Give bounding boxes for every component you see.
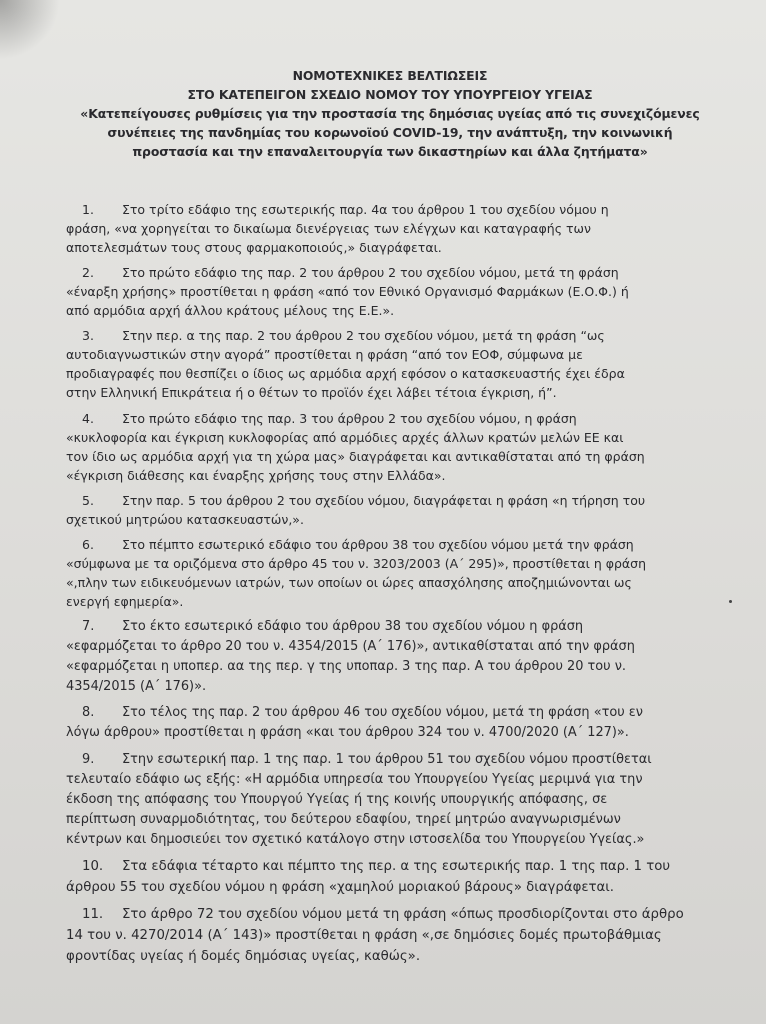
amendment-text: Στο έκτο εσωτερικό εδάφιο του άρθρου 38 του σχεδίου νόμου η φράση bbox=[122, 619, 584, 635]
amendment-first-line bbox=[66, 535, 756, 554]
amendment-number: 4. bbox=[82, 410, 94, 426]
amendment-text: Στο τέλος της παρ. 2 του άρθρου 46 του σχεδίου νόμου, μετά τη φράση «του εν bbox=[122, 705, 643, 721]
amendment-text: Στο τρίτο εδάφιο της εσωτερικής παρ. 4α του άρθρου 1 του σχεδίου νόμου η bbox=[122, 202, 609, 217]
amendment-text: Στην παρ. 5 του άρθρου 2 του σχεδίου νόμου, διαγράφεται η φράση «η τήρηση του bbox=[122, 492, 646, 508]
amendment-text-line: άρθρου 55 του σχεδίου νόμου η φράση «χαμηλού μοριακού βάρους» διαγράφεται. bbox=[66, 879, 615, 895]
amendment-number: 10. bbox=[82, 858, 104, 874]
amendment-text-line: «,πλην των ειδικευόμενων ιατρών, των οποίων οι ώρες απασχόλησης αποζημιώνονται ως bbox=[66, 574, 632, 590]
amendment-text: Στην εσωτερική παρ. 1 της παρ. 1 του άρθρου 51 του σχεδίου νόμου προστίθεται bbox=[122, 751, 652, 767]
amendment-first-line bbox=[66, 856, 756, 877]
amendment-number: 5. bbox=[82, 492, 94, 508]
document-subject-line-1: «Κατεπείγουσες ρυθμίσεις για την προστασία της δημόσιας υγείας από τις συνεχιζόμενες bbox=[80, 106, 700, 121]
amendment-text-line: «έναρξη χρήσης» προστίθεται η φράση «από τον Εθνικό Οργανισμό Φαρμάκων (Ε.Ο.Φ.) ή bbox=[66, 284, 629, 300]
amendment-first-line bbox=[66, 263, 756, 282]
amendment-item bbox=[66, 904, 756, 967]
document-subject-line-3: προστασία και την επαναλειτουργία των δικαστηρίων και άλλα ζητήματα» bbox=[132, 144, 648, 159]
amendment-text-line: «έγκριση διάθεσης και έναρξης χρήσης τους στην Ελλάδα». bbox=[66, 467, 446, 483]
amendment-number: 3. bbox=[82, 328, 94, 344]
amendment-item bbox=[66, 703, 756, 743]
amendment-text-line: αυτοδιαγνωστικών στην αγορά” προστίθεται η φράση “από τον ΕΟΦ, σύμφωνα με bbox=[66, 347, 583, 363]
document-subject-line-2: συνέπειες της πανδημίας του κορωνοϊού COVID-19, την ανάπτυξη, την κοινωνική bbox=[107, 125, 673, 140]
amendment-text-line: 14 του ν. 4270/2014 (Α΄ 143)» προστίθεται η φράση «,σε δημόσιες δομές πρωτοβάθμιας bbox=[66, 927, 662, 943]
amendment-text-line: τον ίδιο ως αρμόδια αρχή για τη χώρα μας» διαγράφεται και αντικαθίσταται από τη φράση bbox=[66, 448, 645, 464]
amendment-text-line: κέντρων και δημοσιεύει τον σχετικό κατάλογο στην ιστοσελίδα του Υπουργείου Υγείας.» bbox=[66, 831, 645, 847]
amendment-number: 1. bbox=[82, 202, 94, 217]
amendment-text-line: αποτελεσμάτων τους στους φαρμακοποιούς,» διαγράφεται. bbox=[66, 240, 442, 255]
amendment-text-line: «εφαρμόζεται το άρθρο 20 του ν. 4354/2015 (Α΄ 176)», αντικαθίσταται από την φράση bbox=[66, 639, 635, 655]
amendment-text: Στο πέμπτο εσωτερικό εδάφιο του άρθρου 38 του σχεδίου νόμου μετά την φράση bbox=[122, 536, 634, 552]
amendment-item bbox=[66, 856, 756, 898]
amendment-text: Στο πρώτο εδάφιο της παρ. 3 του άρθρου 2 του σχεδίου νόμου, η φράση bbox=[122, 410, 577, 426]
amendment-text-line: «σύμφωνα με τα οριζόμενα στο άρθρο 45 του ν. 3203/2003 (Α΄ 295)», προστίθεται η φράση bbox=[66, 555, 646, 571]
amendment-text-line: φροντίδας υγείας ή δομές δημόσιας υγείας, καθώς». bbox=[66, 948, 421, 964]
amendment-first-line bbox=[66, 491, 756, 510]
corner-shadow bbox=[0, 0, 60, 60]
amendment-text-line: από αρμόδια αρχή άλλου κράτους μέλους της Ε.Ε.». bbox=[66, 303, 395, 319]
amendment-text-line: 4354/2015 (Α΄ 176)». bbox=[66, 679, 207, 695]
amendment-number: 8. bbox=[82, 705, 95, 721]
amendment-number: 2. bbox=[82, 265, 94, 281]
amendment-text: Στα εδάφια τέταρτο και πέμπτο της περ. α της εσωτερικής παρ. 1 της παρ. 1 του bbox=[122, 858, 671, 874]
amendment-first-line bbox=[66, 617, 756, 637]
document-title: ΝΟΜΟΤΕΧΝΙΚΕΣ ΒΕΛΤΙΩΣΕΙΣ bbox=[292, 68, 488, 83]
amendment-first-line bbox=[66, 409, 756, 428]
amendments-list bbox=[66, 200, 756, 973]
amendment-text-line: τελευταίο εδάφιο ως εξής: «Η αρμόδια υπηρεσία του Υπουργείου Υγείας μεριμνά για την bbox=[66, 771, 643, 787]
amendment-item bbox=[66, 617, 756, 697]
amendment-text-line: στην Ελληνική Επικράτεια ή ο θέτων το προϊόν έχει λάβει τέτοια έγκριση, ή”. bbox=[66, 385, 557, 401]
amendment-item bbox=[66, 326, 756, 402]
amendment-item bbox=[66, 200, 756, 257]
amendment-text-line: λόγω άρθρου» προστίθεται η φράση «και του άρθρου 324 του ν. 4700/2020 (Α΄ 127)». bbox=[66, 725, 629, 741]
amendment-number: 6. bbox=[82, 536, 94, 552]
amendment-text-line: έκδοση της απόφασης του Υπουργού Υγείας ή της κοινής υπουργικής απόφασης, σε bbox=[66, 791, 608, 807]
amendment-first-line bbox=[66, 904, 756, 925]
amendment-item bbox=[66, 535, 756, 611]
amendment-number: 7. bbox=[82, 619, 95, 635]
amendment-item bbox=[66, 491, 756, 529]
amendment-text-line: σχετικού μητρώου κατασκευαστών,». bbox=[66, 511, 304, 527]
amendment-number: 11. bbox=[82, 906, 104, 922]
amendment-first-line bbox=[66, 750, 756, 770]
amendment-first-line bbox=[66, 703, 756, 723]
amendment-first-line bbox=[66, 200, 756, 219]
amendment-item bbox=[66, 750, 756, 850]
amendment-item bbox=[66, 409, 756, 485]
amendment-first-line bbox=[66, 326, 756, 345]
amendment-text-line: προδιαγραφές που θεσπίζει ο ίδιος ως αρμόδια αρχή εφόσον ο κατασκευαστής έχει έδρα bbox=[66, 366, 625, 382]
amendment-text-line: «κυκλοφορία και έγκριση κυκλοφορίας από αρμόδιες αρχές άλλων κρατών μελών ΕΕ και bbox=[66, 429, 624, 445]
amendment-text-line: περίπτωση συναρμοδιότητας, του δεύτερου εδαφίου, τηρεί μητρώο αναγνωρισμένων bbox=[66, 811, 621, 827]
amendment-text: Στο πρώτο εδάφιο της παρ. 2 του άρθρου 2 του σχεδίου νόμου, μετά τη φράση bbox=[122, 265, 619, 281]
amendment-text: Στην περ. α της παρ. 2 του άρθρου 2 του σχεδίου νόμου, μετά τη φράση “ως bbox=[122, 328, 605, 344]
amendment-text-line: «εφαρμόζεται η υποπερ. αα της περ. γ της υποπαρ. 3 της παρ. Α του άρθρου 20 του ν. bbox=[66, 659, 626, 675]
amendment-text: Στο άρθρο 72 του σχεδίου νόμου μετά τη φράση «όπως προσδιορίζονται στο άρθρο bbox=[122, 906, 684, 922]
pen-mark bbox=[729, 600, 732, 603]
amendment-text-line: φράση, «να χορηγείται το δικαίωμα διενέργειας των ελέγχων και καταγραφής των bbox=[66, 221, 591, 236]
amendment-number: 9. bbox=[82, 751, 95, 767]
document-subtitle: ΣΤΟ ΚΑΤΕΠΕΙΓΟΝ ΣΧΕΔΙΟ ΝΟΜΟΥ ΤΟΥ ΥΠΟΥΡΓΕΙΟΥ ΥΓΕΙΑΣ bbox=[187, 87, 593, 102]
document-header bbox=[70, 66, 710, 161]
amendment-item bbox=[66, 263, 756, 320]
amendment-text-line: ενεργή εφημερία». bbox=[66, 593, 184, 609]
